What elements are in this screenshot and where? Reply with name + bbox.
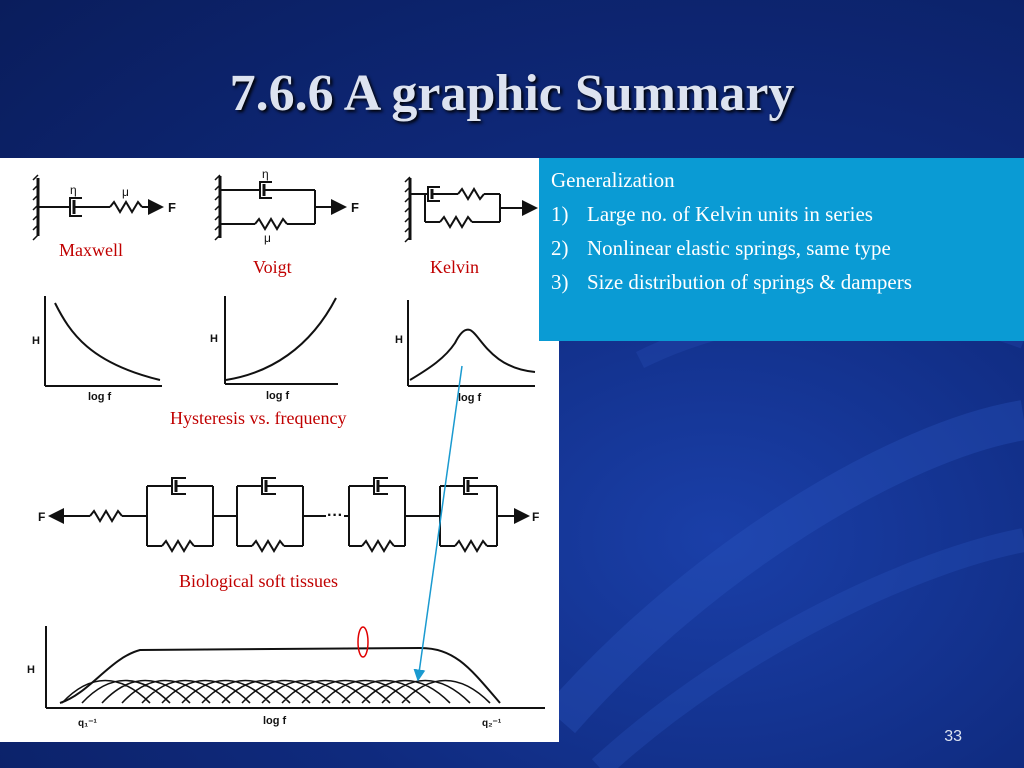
axis-h: H — [210, 333, 218, 345]
voigt-force: F — [351, 200, 359, 215]
hysteresis-plot-kelvin — [395, 300, 535, 404]
hysteresis-plot-maxwell — [32, 296, 162, 403]
figure-panel — [0, 158, 559, 742]
axis-logf: log f — [263, 715, 287, 727]
maxwell-eta: η — [70, 183, 77, 197]
list-item: 2) Nonlinear elastic springs, same type — [551, 236, 891, 260]
connector-arrow — [418, 366, 462, 680]
maxwell-diagram — [33, 175, 176, 240]
generalization-heading: Generalization — [551, 168, 675, 192]
axis-logf: log f — [266, 390, 290, 402]
label-biological-soft-tissues: Biological soft tissues — [179, 571, 338, 591]
label-hysteresis: Hysteresis vs. frequency — [170, 408, 347, 428]
voigt-eta: η — [262, 167, 269, 181]
label-kelvin: Kelvin — [430, 257, 479, 277]
axis-h: H — [27, 664, 35, 676]
generalization-list — [551, 202, 912, 304]
axis-logf: log f — [458, 392, 482, 404]
list-item: 3) Size distribution of springs & dampers — [551, 270, 912, 294]
chain-force-left: F — [38, 510, 46, 524]
chain-ellipsis: ··· — [327, 507, 343, 524]
axis-h: H — [395, 334, 403, 346]
axis-logf: log f — [88, 391, 112, 403]
hysteresis-plot-voigt — [210, 296, 338, 402]
voigt-mu: μ — [264, 231, 271, 245]
kelvin-chain-diagram — [38, 478, 539, 551]
list-item: 1) Large no. of Kelvin units in series — [551, 202, 873, 226]
label-maxwell: Maxwell — [59, 240, 123, 260]
soft-tissue-plot — [27, 626, 545, 729]
maxwell-force: F — [168, 200, 176, 215]
page-number: 33 — [944, 728, 962, 745]
axis-h: H — [32, 335, 40, 347]
maxwell-mu: μ — [122, 185, 129, 199]
axis-q2: q₂⁻¹ — [482, 718, 502, 729]
voigt-diagram — [215, 167, 359, 245]
generalization-callout — [539, 158, 1024, 341]
kelvin-diagram — [405, 177, 536, 242]
label-voigt: Voigt — [253, 257, 292, 277]
axis-q1: q₁⁻¹ — [78, 718, 97, 729]
chain-force-right: F — [532, 510, 540, 524]
slide-title: 7.6.6 A graphic Summary — [229, 65, 795, 122]
